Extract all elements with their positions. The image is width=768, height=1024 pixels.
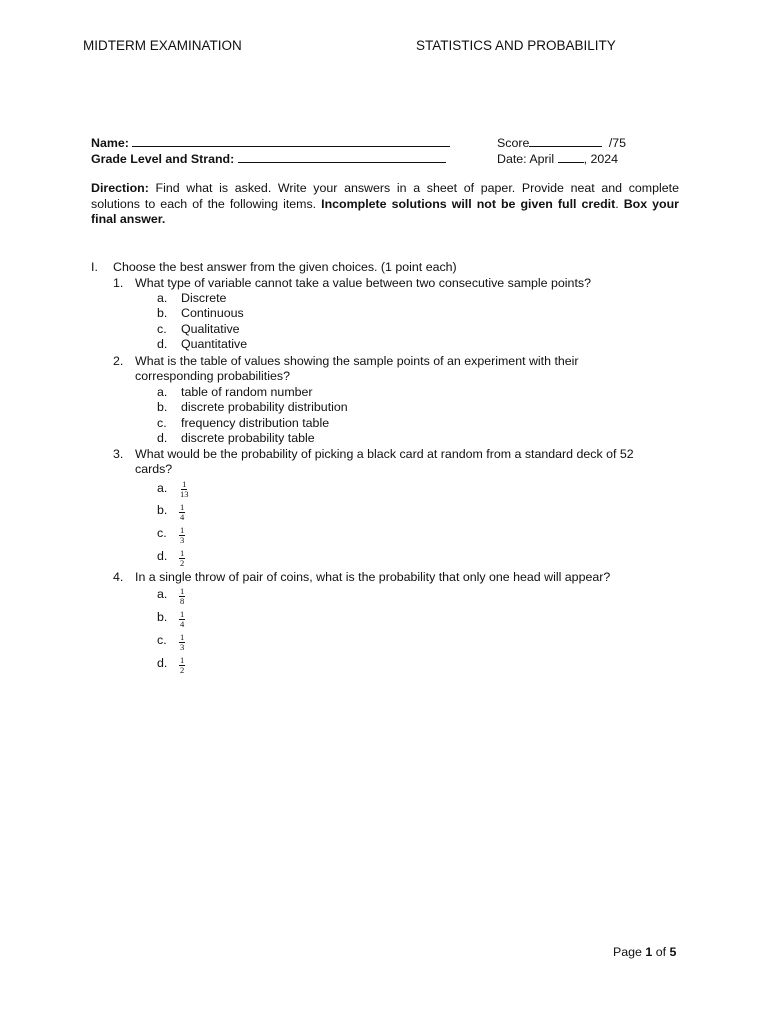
date-prefix: Date: April [497, 152, 558, 166]
name-blank[interactable] [132, 135, 450, 147]
choice-text: table of random number [181, 385, 313, 399]
score-row [497, 135, 626, 150]
fraction-denominator: 3 [180, 641, 185, 652]
question-text: In a single throw of pair of coins, what is the probability that only one head will appear? [135, 570, 611, 584]
fraction-denominator: 4 [180, 618, 185, 629]
choice-letter: b. [157, 400, 168, 414]
choice-letter: c. [157, 526, 167, 540]
direction-bold-1: Incomplete solutions will not be given full credit [321, 196, 616, 211]
fraction [179, 610, 185, 628]
fraction-denominator: 8 [180, 595, 185, 606]
direction-text: Find what is asked. Write your answers in a sheet of paper. Provide neat and complete solutions to each of the following items. [91, 181, 679, 211]
choice-letter: a. [157, 481, 168, 495]
date-row [497, 151, 618, 166]
choice-letter: d. [157, 337, 168, 351]
choice-text: Quantitative [181, 337, 248, 351]
question-text: What would be the probability of picking a black card at random from a standard deck of 52 [135, 447, 634, 461]
of-word: of [652, 945, 670, 959]
choice-letter: b. [157, 306, 168, 320]
question-number: 2. [113, 354, 124, 368]
section-numeral: I. [91, 260, 98, 274]
page-total: 5 [669, 945, 677, 959]
fraction-denominator: 3 [180, 534, 185, 545]
fraction-denominator: 4 [180, 511, 185, 522]
direction-bold-2: Box your final answer. [91, 196, 680, 226]
fraction-numerator: 1 [180, 609, 185, 619]
name-row [91, 135, 450, 150]
question-number: 1. [113, 276, 124, 290]
choice-letter: b. [157, 610, 168, 624]
fraction-denominator: 2 [180, 557, 185, 568]
score-total: /75 [608, 136, 627, 150]
question-text: What type of variable cannot take a value between two consecutive sample points? [135, 276, 591, 290]
page-word: Page [613, 945, 646, 959]
question-text-cont: cards? [135, 462, 173, 476]
choice-text: Qualitative [181, 322, 240, 336]
choice-letter: a. [157, 385, 168, 399]
fraction [179, 549, 185, 567]
choice-text: frequency distribution table [181, 416, 330, 430]
choice-letter: a. [157, 587, 168, 601]
fraction [179, 526, 185, 544]
fraction-numerator: 1 [180, 502, 185, 512]
date-suffix: , 2024 [583, 152, 619, 166]
choice-text: Continuous [181, 306, 244, 320]
fraction-denominator: 2 [180, 664, 185, 675]
fraction-numerator: 1 [180, 548, 185, 558]
grade-blank[interactable] [238, 151, 446, 163]
question-text-cont: corresponding probabilities? [135, 369, 290, 383]
question-number: 3. [113, 447, 124, 461]
page-number [613, 945, 676, 959]
question-number: 4. [113, 570, 124, 584]
grade-row [91, 151, 446, 166]
question-text: What is the table of values showing the sample points of an experiment with their [135, 354, 579, 368]
fraction [179, 480, 190, 498]
fraction-numerator: 1 [182, 479, 187, 489]
direction-paragraph [91, 181, 679, 228]
choice-text: discrete probability distribution [181, 400, 348, 414]
fraction [179, 587, 185, 605]
choice-letter: a. [157, 291, 168, 305]
choice-letter: d. [157, 431, 168, 445]
fraction [179, 633, 185, 651]
choice-letter: c. [157, 416, 167, 430]
score-blank[interactable] [529, 135, 602, 147]
fraction [179, 656, 185, 674]
choice-letter: d. [157, 549, 168, 563]
choice-letter: c. [157, 633, 167, 647]
page-current: 1 [645, 945, 653, 959]
name-label: Name: [91, 136, 129, 150]
section-instruction: Choose the best answer from the given choices. (1 point each) [113, 260, 457, 274]
fraction-numerator: 1 [180, 632, 185, 642]
choice-letter: d. [157, 656, 168, 670]
fraction [179, 503, 185, 521]
fraction-numerator: 1 [180, 586, 185, 596]
exam-title: MIDTERM EXAMINATION [83, 38, 242, 53]
score-label: Score [497, 136, 530, 150]
choice-letter: c. [157, 322, 167, 336]
fraction-numerator: 1 [180, 525, 185, 535]
choice-letter: b. [157, 503, 168, 517]
date-blank[interactable] [558, 151, 584, 163]
choice-text: Discrete [181, 291, 227, 305]
fraction-numerator: 1 [180, 655, 185, 665]
direction-label: Direction: [91, 181, 149, 195]
direction-mid: . [615, 196, 624, 211]
subject-title: STATISTICS AND PROBABILITY [416, 38, 616, 53]
choice-text: discrete probability table [181, 431, 315, 445]
fraction-denominator: 13 [180, 488, 189, 499]
grade-label: Grade Level and Strand: [91, 152, 235, 166]
